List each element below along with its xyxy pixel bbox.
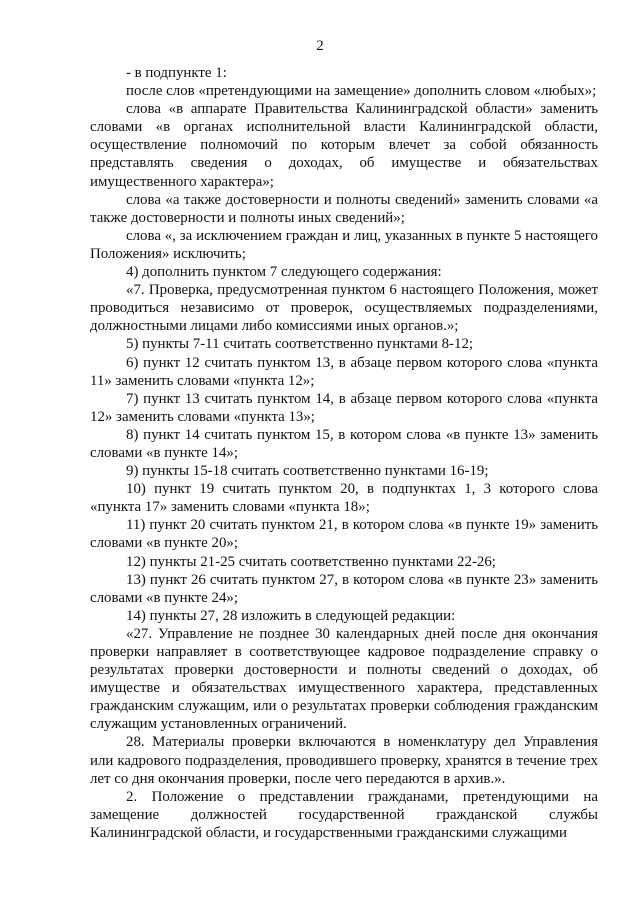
document-body (90, 64, 598, 842)
paragraph: 28. Материалы проверки включаются в номенклатуру дел Управления или кадрового подразделения, проводившего проверку, хранятся в течение трех лет со дня окончания проверки, после чего передаются в архив.». (90, 734, 598, 787)
paragraph: слова «, за исключением граждан и лиц, указанных в пункте 5 настоящего Положения» исключить; (90, 227, 598, 262)
paragraph: 13) пункт 26 считать пунктом 27, в котором слова «в пункте 23» заменить словами «в пункте 24»; (90, 571, 598, 606)
paragraph: 6) пункт 12 считать пунктом 13, в абзаце первом которого слова «пункта 11» заменить словами «пункта 12»; (90, 354, 598, 389)
paragraph: 12) пункты 21-25 считать соответственно пунктами 22-26; (126, 553, 496, 570)
paragraph: после слов «претендующими на замещение» дополнить словом «любых»; (126, 83, 597, 100)
paragraph: 10) пункт 19 считать пунктом 20, в подпунктах 1, 3 которого слова «пункта 17» заменить словами «пункта 18»; (90, 481, 598, 516)
paragraph: 9) пункты 15-18 считать соответственно пунктами 16-19; (126, 463, 489, 480)
paragraph: 8) пункт 14 считать пунктом 15, в котором слова «в пункте 13» заменить словами «в пункте 14»; (90, 426, 598, 461)
paragraph: «7. Проверка, предусмотренная пунктом 6 настоящего Положения, может проводиться независимо от проверок, осуществляемых подразделениями, должностными лицами либо комиссиями иных органов.»; (90, 282, 598, 335)
paragraph: 4) дополнить пунктом 7 следующего содержания: (126, 264, 442, 281)
paragraph: - в подпункте 1: (126, 65, 227, 81)
page-number: 2 (316, 38, 324, 54)
paragraph: «27. Управление не позднее 30 календарных дней после дня окончания проверки направляет в соответствующее кадровое подразделение справку о результатах проверки достоверности и полноты сведений о доходах, об имуществе и обязательствах имущественного характера, представленных гражданским служащим, или о результатах проверки соблюдения гражданским служащим установленных ограничений. (90, 625, 598, 733)
paragraph: 5) пункты 7-11 считать соответственно пунктами 8-12; (126, 336, 474, 353)
paragraph: слова «в аппарате Правительства Калининградской области» заменить словами «в органах исполнительной власти Калининградской области, осуществление полномочий по которым влечет за собой обязанность представлять сведения о доходах, об имуществе и обязательствах имущественного характера»; (90, 101, 598, 190)
paragraph: 2. Положение о представлении гражданами, претендующими на замещение должностей государственной гражданской службы Калининградской области, и государственными гражданскими служащими (90, 788, 598, 841)
paragraph: 11) пункт 20 считать пунктом 21, в котором слова «в пункте 19» заменить словами «в пункте 20»; (90, 517, 598, 552)
paragraph: слова «а также достоверности и полноты сведений» заменить словами «а также достоверности и полноты иных сведений»; (90, 191, 598, 226)
paragraph: 14) пункты 27, 28 изложить в следующей редакции: (126, 607, 456, 624)
paragraph: 7) пункт 13 считать пунктом 14, в абзаце первом которого слова «пункта 12» заменить словами «пункта 13»; (90, 390, 598, 425)
